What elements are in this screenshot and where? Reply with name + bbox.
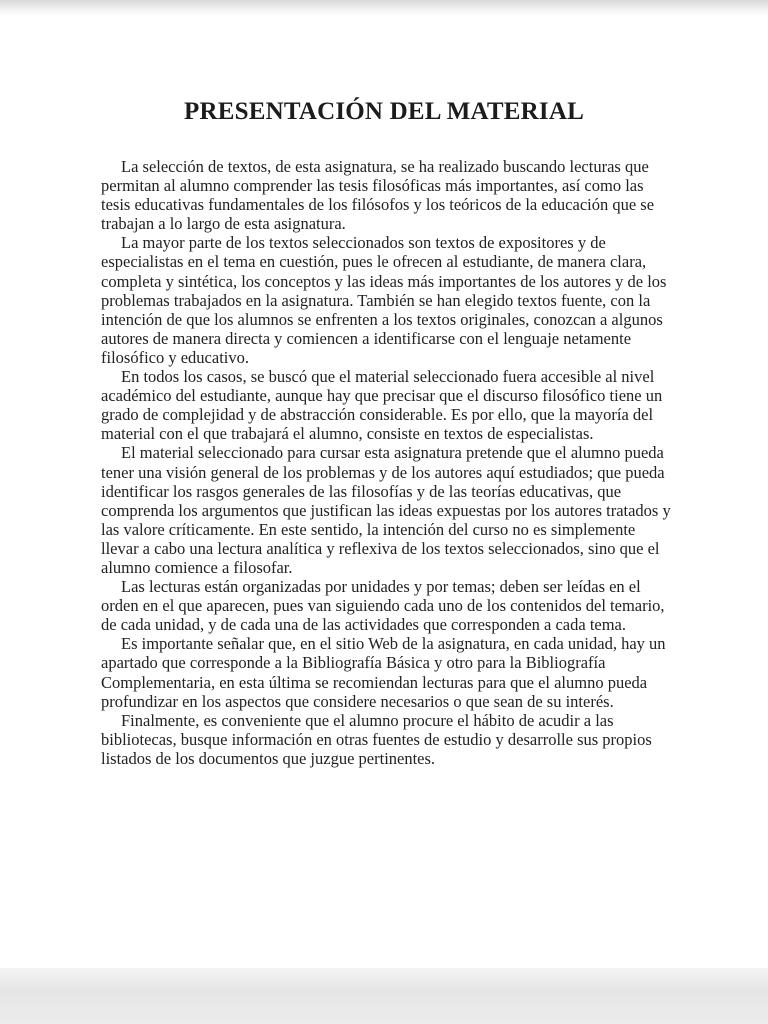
paragraph-7: Finalmente, es conveniente que el alumno procure el hábito de acudir a las bibliotecas, busque información en otras fuentes de estudio y desarrolle sus propios listados de los documentos que juzgue pertinentes. — [101, 710, 652, 768]
paragraph-5: Las lecturas están organizadas por unidades y por temas; deben ser leídas en el orden en el que aparecen, pues van siguiendo cada uno de los contenidos del temario, de cada unidad, y de cada una de las actividades que corresponden a cada tema. — [101, 577, 665, 635]
page-title: PRESENTACIÓN DEL MATERIAL — [184, 98, 584, 125]
paragraph-3: En todos los casos, se buscó que el material seleccionado fuera accesible al nivel académico del estudiante, aunque hay que precisar que el discurso filosófico tiene un grado de complejidad y de abstracción considerable. Es por ello, que la mayoría del material con el que trabajará el alumno, consiste en textos de especialistas. — [101, 367, 663, 444]
scan-bottom-band — [0, 968, 768, 1024]
paragraph-6: Es importante señalar que, en el sitio Web de la asignatura, en cada unidad, hay un apartado que corresponde a la Bibliografía Básica y otro para la Bibliografía Complementaria, en esta última se recomiendan lecturas para que el alumno pueda profundizar en los aspectos que considere necesarios o que sean de su interés. — [101, 634, 666, 711]
paragraph-1: La selección de textos, de esta asignatura, se ha realizado buscando lecturas que permitan al alumno comprender las tesis filosóficas más importantes, así como las tesis educativas fundamentales de los filósofos y los teóricos de la educación que se trabajan a lo largo de esta asignatura. — [101, 157, 655, 234]
document-body — [101, 157, 675, 768]
paragraph-4: El material seleccionado para cursar esta asignatura pretende que el alumno pueda tener una visión general de los problemas y de los autores aquí estudiados; que pueda identificar los rasgos generales de las filosofías y de las teorías educativas, que comprenda los argumentos que justifican las ideas expuestas por los autores tratados y las valore críticamente. En este sentido, la intención del curso no es simplemente llevar a cabo una lectura analítica y reflexiva de los textos seleccionados, sino que el alumno comience a filosofar. — [101, 443, 671, 577]
paragraph-2: La mayor parte de los textos seleccionados son textos de expositores y de especialistas en el tema en cuestión, pues le ofrecen al estudiante, de manera clara, completa y sintética, los conceptos y las ideas más importantes de los autores y de los problemas trabajados en la asignatura. También se han elegido textos fuente, con la intención de que los alumnos se enfrenten a los textos originales, conozcan a algunos autores de manera directa y comiencen a identificarse con el lenguaje netamente filosófico y educativo. — [101, 233, 667, 367]
